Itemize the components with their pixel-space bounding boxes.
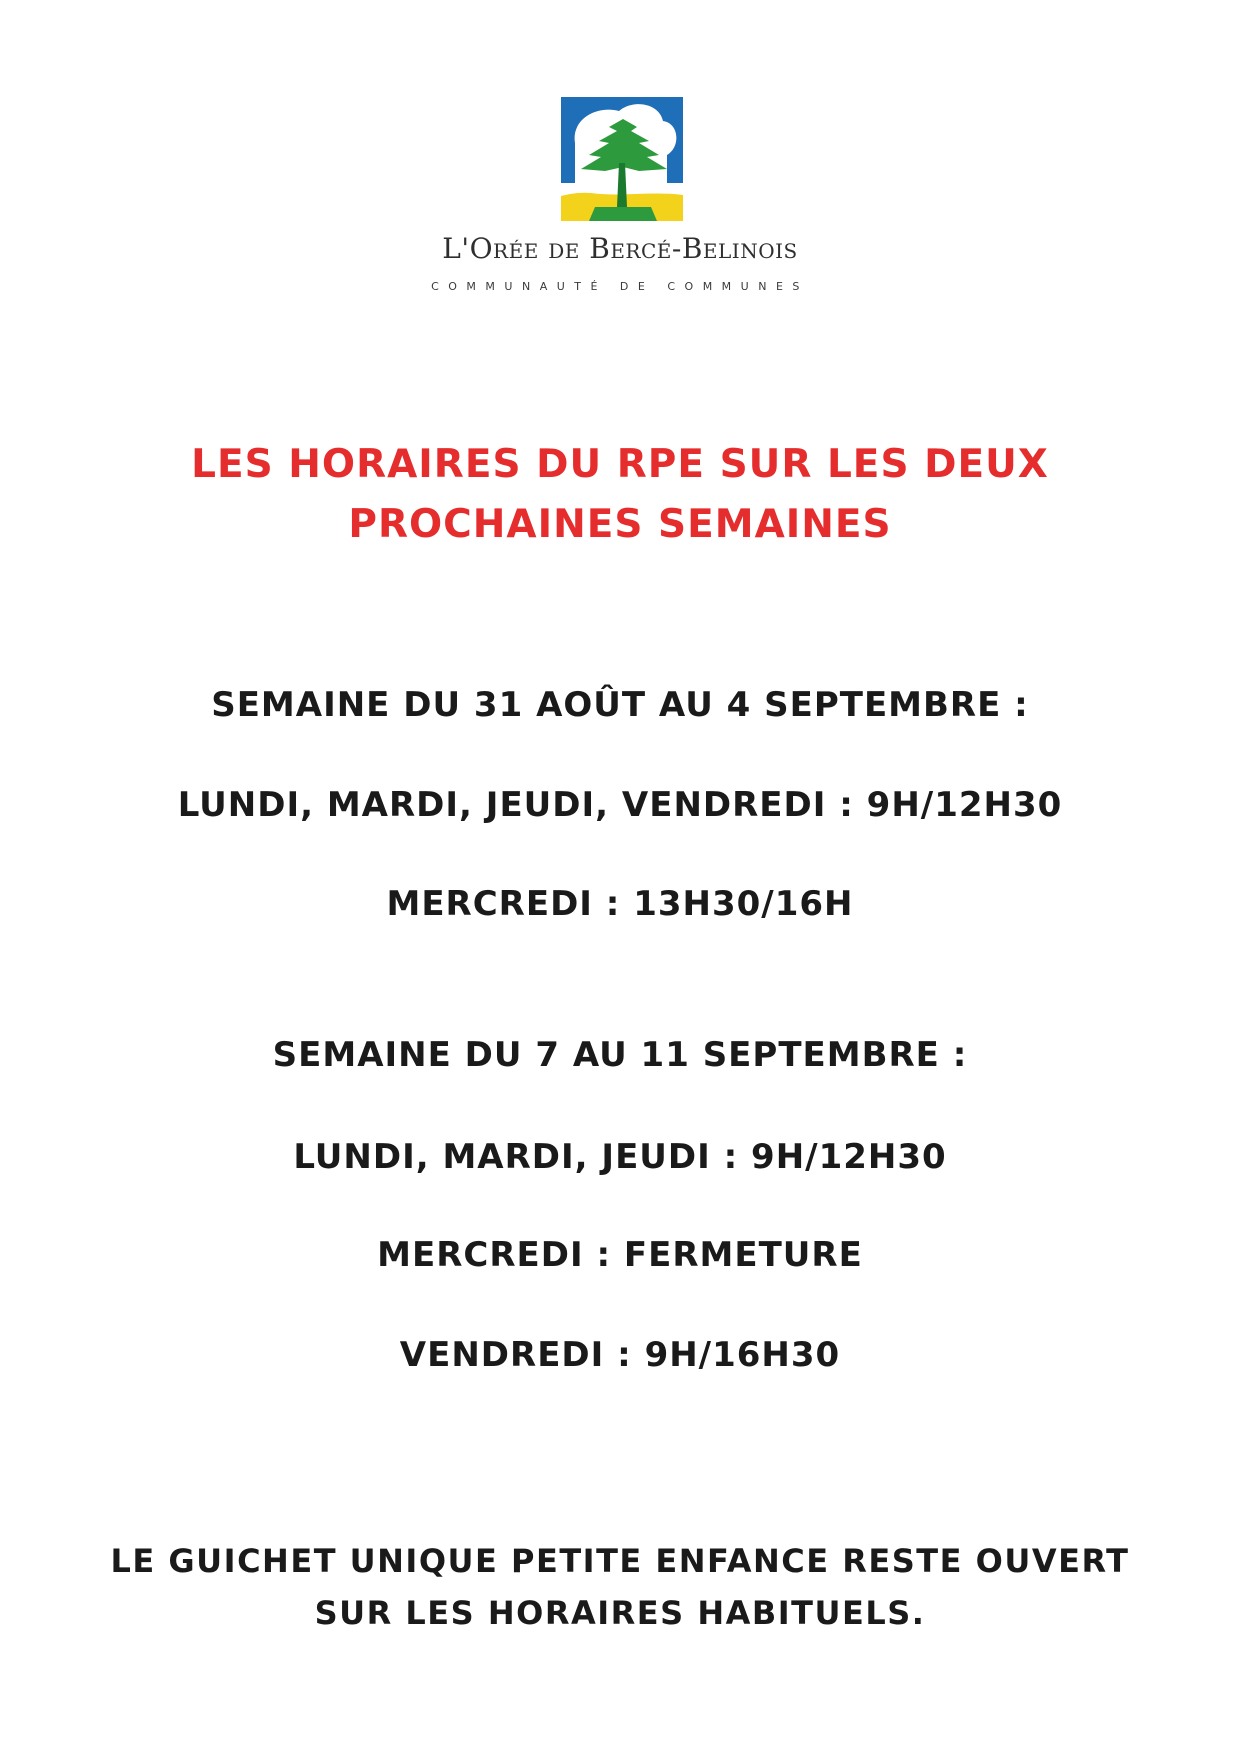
- week2-friday-hours: VENDREDI : 9H/16H30: [399, 1335, 841, 1375]
- organization-subtitle: COMMUNAUTÉ DE COMMUNES: [431, 280, 809, 293]
- tree-logo-icon: [561, 97, 683, 221]
- page-title: LES HORAIRES DU RPE SUR LES DEUX PROCHAINES SEMAINES: [191, 442, 1049, 547]
- week2-wednesday-hours: MERCREDI : FERMETURE: [377, 1235, 863, 1275]
- week1-heading: SEMAINE DU 31 AOÛT AU 4 SEPTEMBRE :: [211, 685, 1029, 725]
- week2-weekdays-hours: LUNDI, MARDI, JEUDI : 9H/12H30: [293, 1137, 947, 1177]
- week2-heading: SEMAINE DU 7 AU 11 SEPTEMBRE :: [272, 1035, 968, 1075]
- footer-note: LE GUICHET UNIQUE PETITE ENFANCE RESTE OUVERT SUR LES HORAIRES HABITUELS.: [110, 1542, 1130, 1632]
- week1-weekdays-hours: LUNDI, MARDI, JEUDI, VENDREDI : 9H/12H30: [177, 785, 1063, 825]
- week1-wednesday-hours: MERCREDI : 13H30/16H: [386, 884, 854, 924]
- organization-logo: [0, 0, 1240, 310]
- organization-name: L'Orée de Bercé-Belinois: [442, 232, 798, 265]
